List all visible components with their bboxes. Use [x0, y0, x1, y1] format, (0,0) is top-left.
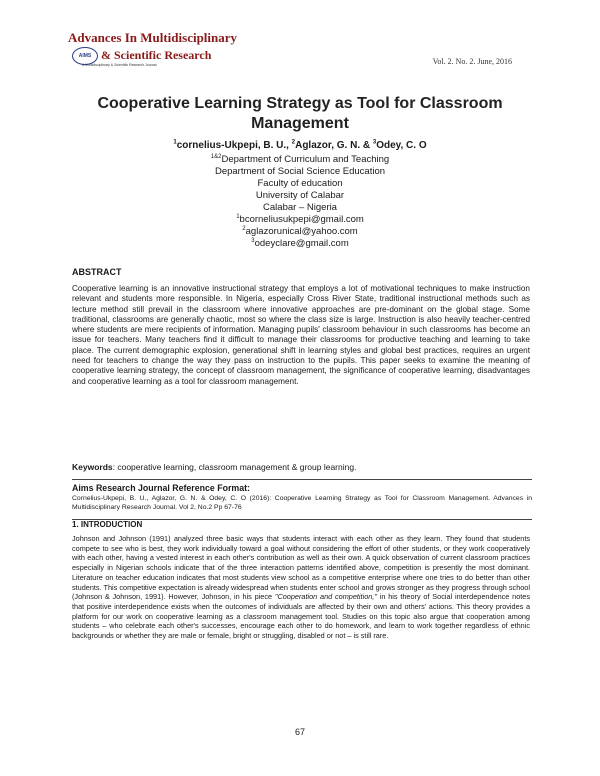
email1-sup: 1: [236, 213, 240, 220]
email2-text: aglazorunical@yahoo.com: [245, 226, 358, 237]
logo-line-1: Advances In Multidisciplinary: [68, 30, 238, 45]
dept-sup: 1&2: [210, 153, 222, 160]
affiliation-location: Calabar – Nigeria: [263, 202, 337, 213]
author-3: Odey, C. O: [376, 140, 427, 151]
abstract-heading: ABSTRACT: [72, 267, 122, 277]
logo-emblem: AIMS: [72, 47, 98, 65]
journal-logo: [68, 30, 238, 74]
volume-info: Vol. 2. No. 2. June, 2016: [432, 57, 512, 66]
author-2: Aglazor, G. N. &: [295, 140, 373, 151]
keywords-text: : cooperative learning, classroom management & group learning.: [112, 462, 357, 472]
author3-sup: 3: [372, 139, 377, 146]
intro-heading: 1. INTRODUCTION: [72, 520, 143, 529]
intro-quote: "Cooperation and competition,": [274, 592, 377, 602]
email1-text: bcorneliusukpepi@gmail.com: [239, 214, 364, 225]
email-3: [0, 238, 600, 250]
email2-sup: 2: [242, 225, 246, 232]
page-number: 67: [294, 727, 305, 737]
intro-text-2: in his theory of Social interdependence notes that positive interdependence exists when the outcomes of individuals are affected by their own and others' actions. This theory provides a platform for our work on cooperative learning as a classroom management tool. Studies on this topic also argue that cooperation among students – who celebrate each other's successes, encourage each other to do homework, and learn to work together regardless of ethnic backgrounds or whether they are male or female, bright or struggling, disabled or not – is still rare.: [72, 592, 531, 641]
author1-sup: 1: [173, 139, 177, 146]
abstract-body: Cooperative learning is an innovative instructional strategy that employs a lot of motivational techniques to make instruction relevant and students more responsible. In Nigeria, especially Cross River State, traditional instructional methods such as lecture method still prevail in the classroom where innovative approaches are pre-dominant on the global stage. Some traditional, classrooms are generally chaotic, most so where the class size is large. Instruction is also heavily teacher-centred where students are mere recipients of information. Managing pupils' classroom behaviour in such classrooms has become an issue for teachers. Many teachers find it difficult to manage their classrooms for productive teaching and learning to take place. The current demographic explosion, generational shift in learning styles and global best practices, requires an urgent need for teachers to change the way they pass on instruction to the pupils. This paper seeks to examine the meaning of cooperative learning strategy, the concept of classroom management, the significance of cooperative learning, disadvantages and cooperative learning as a tool for classroom management.: [72, 284, 530, 386]
intro-body: [72, 534, 530, 641]
dept-name: Department of Curriculum and Teaching: [221, 154, 390, 165]
reference-text: Cornelius-Ukpepi, B. U., Aglazor, G. N. & Odey, C. O (2016): Cooperative Learning Strategy as Tool for Classroom Management. Advances in Multidisciplinary Research Journal. Vol 2, No.2 Pp 67-76: [72, 495, 532, 511]
author2-sup: 2: [291, 139, 296, 146]
intro-text-1: Johnson and Johnson (1991) analyzed three basic ways that students interact with each other as they learn. They found that students compete to see who is best, they work individually toward a goal without considering the effort of other students, or they work cooperatively with each other, having a vested interest in each other's contribution as well as their own. A quick observation of current classroom practices especially in Nigerian schools indicate that of the three interaction patterns identified above, competition is presently the most dominant. Literature on teacher education indicates that most students view school as a competitive enterprise where one tries to do better than other students. This competitive expectation is already widespread when students enter school and grows stronger as they progress through school (Johnson & Johnson, 1991). However, Johnson, in his piece: [72, 534, 530, 602]
affiliation-university: University of Calabar: [255, 190, 345, 201]
email3-sup: 3: [251, 237, 255, 244]
author-1: cornelius-Ukpepi, B. U.,: [176, 140, 292, 151]
paper-title: Cooperative Learning Strategy as Tool for Classroom Management: [97, 95, 503, 132]
reference-heading: Aims Research Journal Reference Format:: [72, 483, 250, 493]
email-2: [0, 226, 600, 238]
affiliation-dept: [0, 154, 600, 166]
affiliation-dept2: Department of Social Science Education: [214, 166, 386, 177]
logo-line-2: & Scientific Research: [101, 48, 212, 62]
keywords-label: Keywords: [72, 462, 113, 472]
email3-text: odeyclare@gmail.com: [254, 238, 349, 249]
logo-tagline: A Multidisciplinary & Scientific Research Journal: [82, 63, 157, 67]
author-line: [0, 140, 600, 151]
reference-format-box: [72, 479, 532, 520]
email-1: [0, 214, 600, 226]
keywords: [72, 462, 530, 472]
affiliation-faculty: Faculty of education: [257, 178, 343, 189]
